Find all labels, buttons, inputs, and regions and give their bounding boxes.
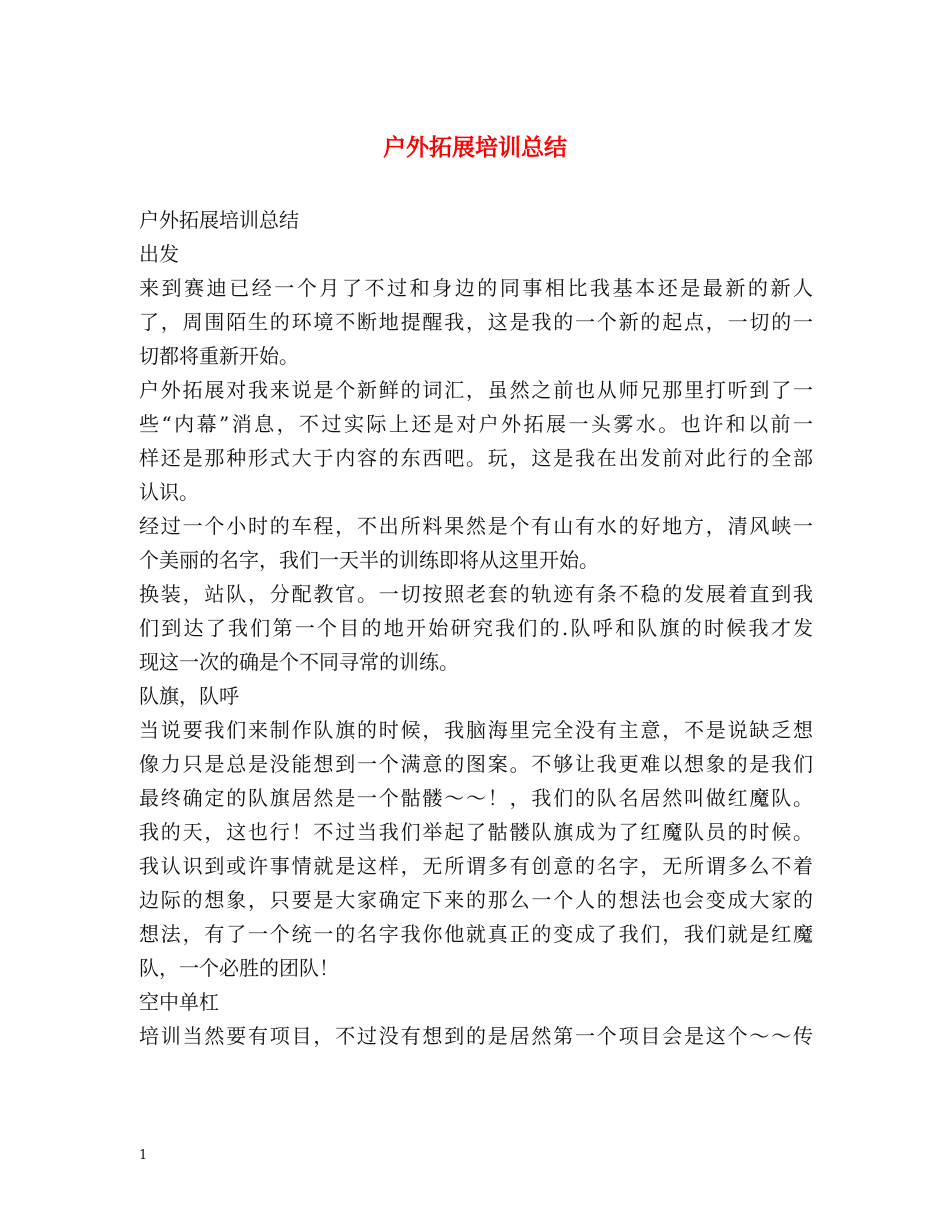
text-line: 换装，站队，分配教官。一切按照老套的轨迹有条不稳的发展着直到我	[139, 582, 813, 606]
text-line: 样还是那种形式大于内容的东西吧。玩，这是我在出发前对此行的全部	[139, 446, 813, 470]
text-line: 个美丽的名字，我们一天半的训练即将从这里开始。	[139, 548, 599, 572]
text-line: 们到达了我们第一个目的地开始研究我们的.队呼和队旗的时候我才发	[139, 616, 813, 640]
text-line: 我的天，这也行！不过当我们举起了骷髅队旗成为了红魔队员的时候。	[139, 820, 813, 844]
text-line: 当说要我们来制作队旗的时候，我脑海里完全没有主意，不是说缺乏想	[139, 718, 813, 742]
text-line: 些“内幕”消息，不过实际上还是对户外拓展一头雾水。也许和以前一	[139, 412, 813, 436]
text-line: 户外拓展培训总结	[139, 208, 299, 232]
text-line: 切都将重新开始。	[139, 344, 299, 368]
text-line: 边际的想象，只要是大家确定下来的那么一个人的想法也会变成大家的	[139, 888, 813, 912]
document-title: 户外拓展培训总结	[383, 134, 567, 161]
text-line: 队，一个必胜的团队！	[139, 956, 339, 980]
text-line: 想法，有了一个统一的名字我你他就真正的变成了我们，我们就是红魔	[139, 922, 813, 946]
text-line: 最终确定的队旗居然是一个骷髅～～！，我们的队名居然叫做红魔队。	[139, 786, 813, 810]
text-line: 来到赛迪已经一个月了不过和身边的同事相比我基本还是最新的新人	[139, 276, 813, 300]
document-body	[139, 203, 813, 1053]
text-line: 像力只是总是没能想到一个满意的图案。不够让我更难以想象的是我们	[139, 752, 813, 776]
text-line: 出发	[139, 242, 179, 266]
text-line: 现这一次的确是个不同寻常的训练。	[139, 650, 459, 674]
text-line: 我认识到或许事情就是这样，无所谓多有创意的名字，无所谓多么不着	[139, 854, 813, 878]
text-line: 空中单杠	[139, 990, 219, 1014]
text-line: 了，周围陌生的环境不断地提醒我，这是我的一个新的起点，一切的一	[139, 310, 813, 334]
text-line: 户外拓展对我来说是个新鲜的词汇，虽然之前也从师兄那里打听到了一	[139, 378, 813, 402]
page-number: 1	[139, 1148, 148, 1163]
text-line: 经过一个小时的车程，不出所料果然是个有山有水的好地方，清风峡一	[139, 514, 813, 538]
text-line: 队旗，队呼	[139, 684, 239, 708]
text-line: 培训当然要有项目，不过没有想到的是居然第一个项目会是这个～～传	[139, 1024, 813, 1048]
text-line: 认识。	[139, 480, 199, 504]
